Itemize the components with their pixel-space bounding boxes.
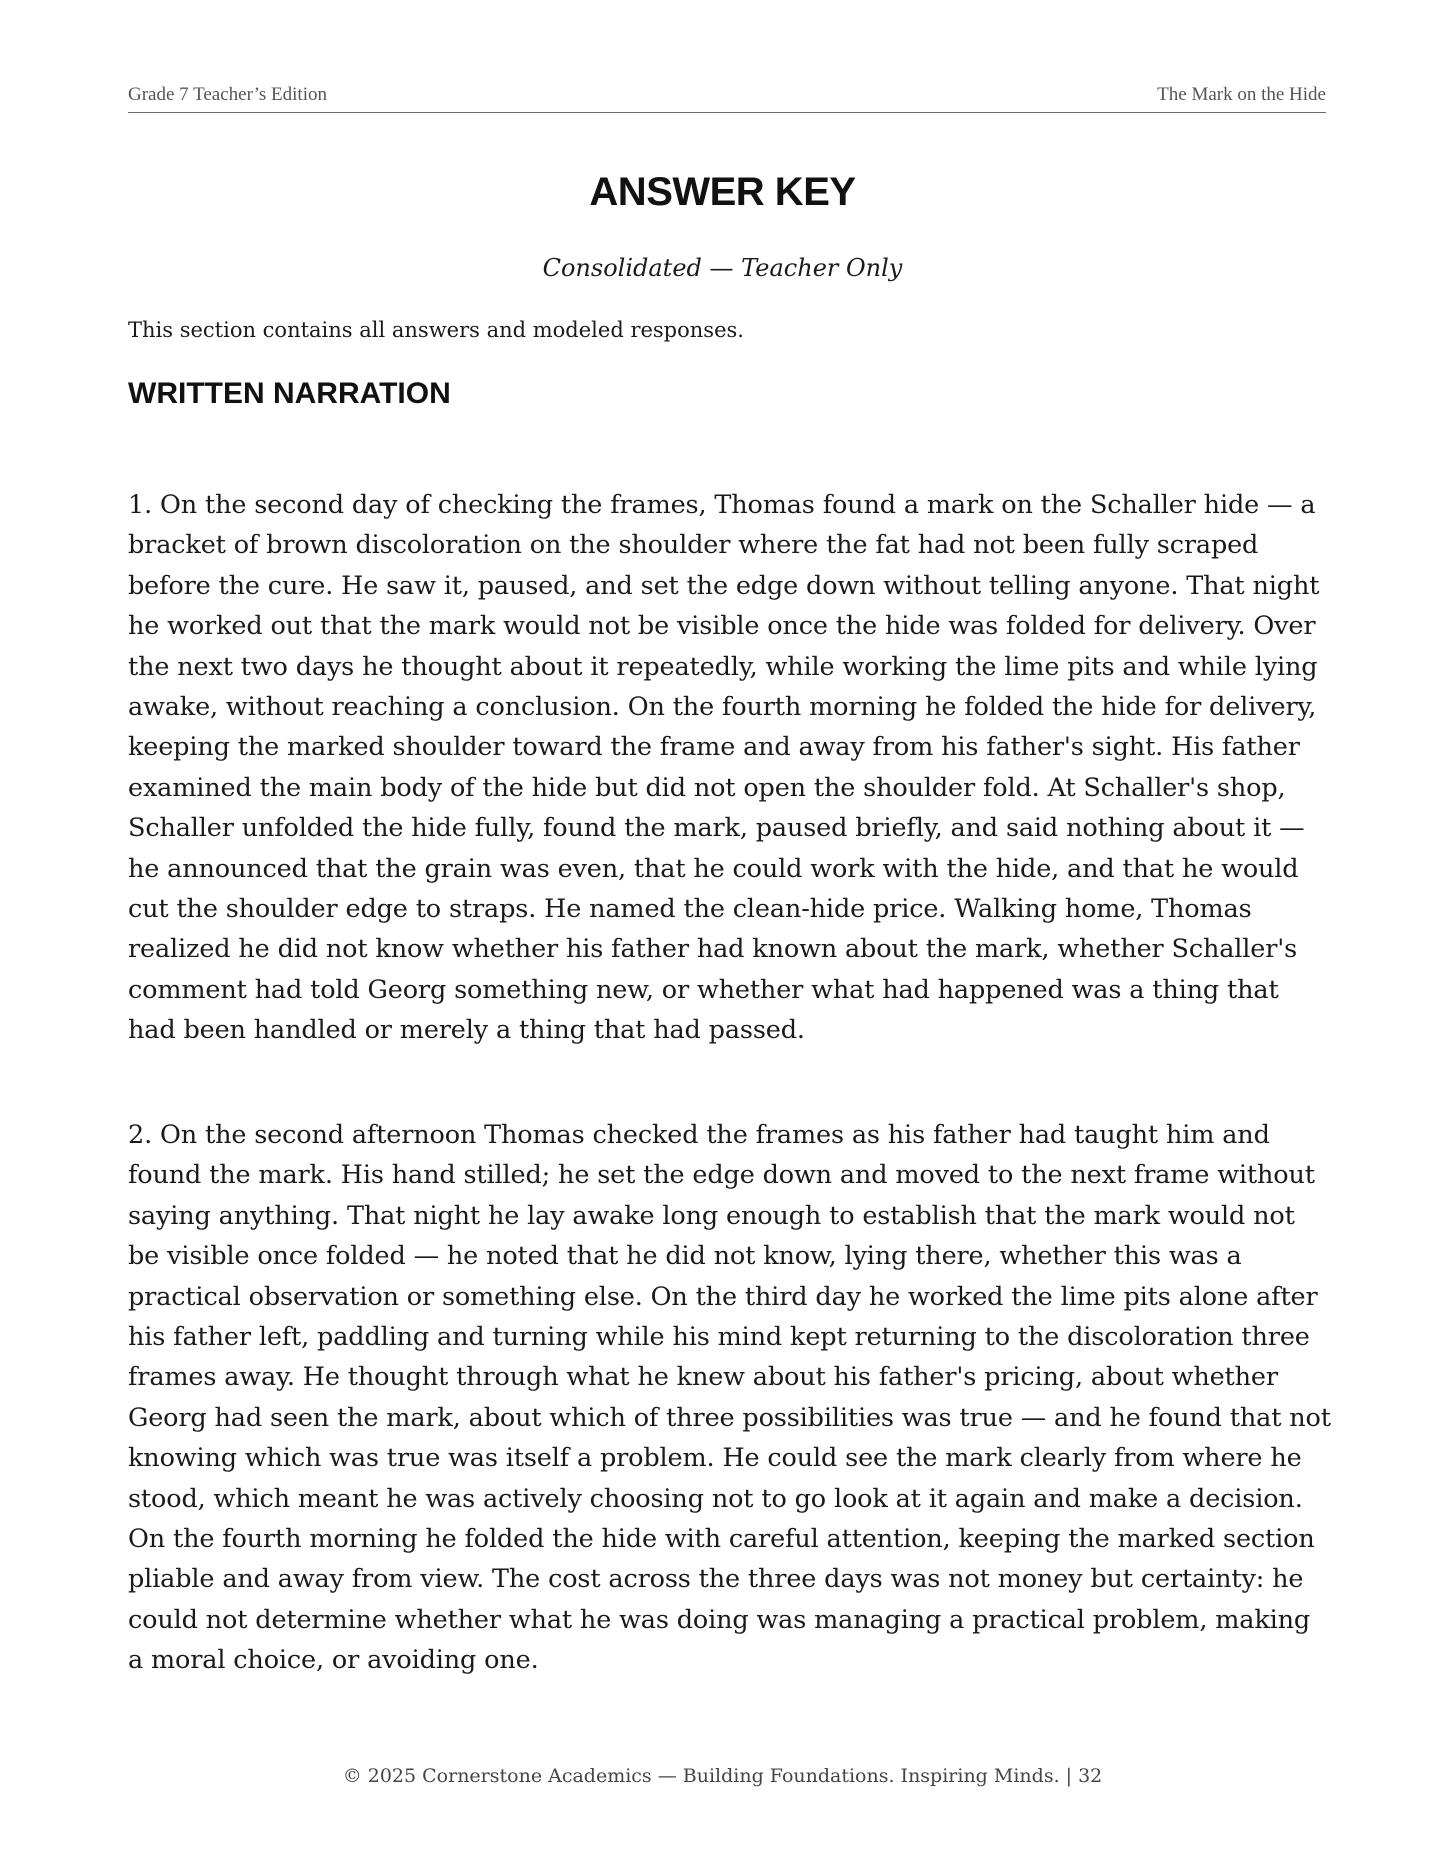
answer-paragraph: 1. On the second day of checking the frames, Thomas found a mark on the Schaller hide — a bracket of brown discoloration on the shoulder where the fat had not been fully scraped before the cure. He saw it, paused, and set the edge down without telling anyone. That night he worked out that the mark would not be visible once the hide was folded for delivery. Over the next two days he thought about it repeatedly, while working the lime pits and while lying awake, without reaching a conclusion. On the fourth morning he folded the hide for delivery, keeping the marked shoulder toward the frame and away from his father's sight. His father examined the main body of the hide but did not open the shoulder fold. At Schaller's shop, Schaller unfolded the hide fully, found the mark, paused briefly, and said nothing about it — he announced that the grain was even, that he could work with the hide, and that he would cut the shoulder edge to straps. He named the clean-hide price. Walking home, Thomas realized he did not know whether his father had known about the mark, whether Schaller's comment had told Georg something new, or whether what had happened was a thing that had been handled or merely a thing that had passed. (128, 490, 1320, 1046)
page-subtitle: Consolidated — Teacher Only (542, 254, 903, 282)
page-title: ANSWER KEY (589, 170, 856, 214)
page-footer: © 2025 Cornerstone Academics — Building Foundations. Inspiring Minds. | 32 (342, 1765, 1103, 1787)
header-story-title: The Mark on the Hide (1157, 84, 1326, 105)
section-heading: WRITTEN NARRATION (128, 377, 451, 410)
page-header (128, 84, 1326, 113)
intro-text: This section contains all answers and modeled responses. (128, 318, 744, 342)
header-edition-label: Grade 7 Teacher’s Edition (128, 84, 327, 105)
answer-paragraph: 2. On the second afternoon Thomas checked the frames as his father had taught him and found the mark. His hand stilled; he set the edge down and moved to the next frame without saying anything. That night he lay awake long enough to establish that the mark would not be visible once folded — he noted that he did not know, lying there, whether this was a practical observation or something else. On the third day he worked the lime pits alone after his father left, paddling and turning while his mind kept returning to the discoloration three frames away. He thought through what he knew about his father's pricing, about whether Georg had seen the mark, about which of three possibilities was true — and he found that not knowing which was true was itself a problem. He could see the mark clearly from where he stood, which meant he was actively choosing not to go look at it again and make a decision. On the fourth morning he folded the hide with careful attention, keeping the marked section pliable and away from view. The cost across the three days was not money but certainty: he could not determine whether what he was doing was managing a practical problem, making a moral choice, or avoiding one. (128, 1120, 1331, 1676)
